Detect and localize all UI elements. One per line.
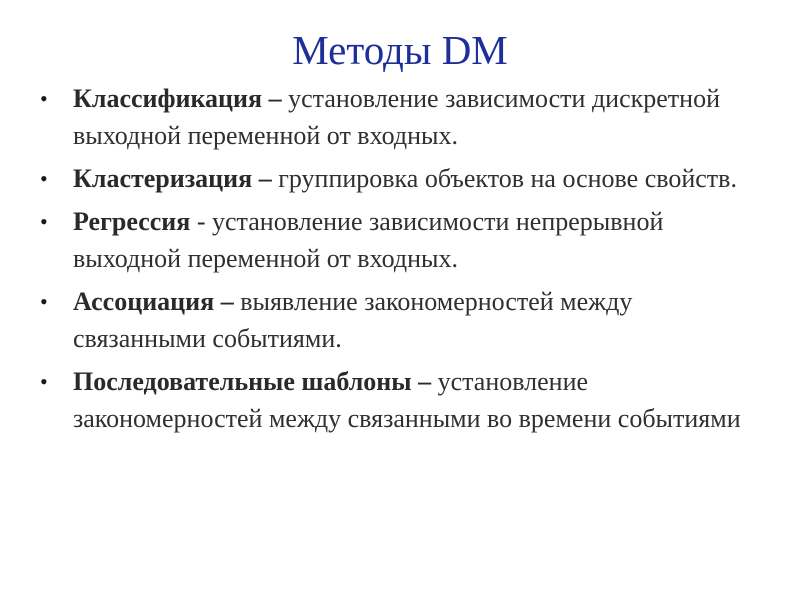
bullet-item-association [40,283,760,357]
bullet-list [40,80,760,443]
bullet-separator: – [252,164,279,193]
bullet-term: Регрессия [73,207,191,236]
bullet-text: установление зависимости непрерывной выходной переменной от входных. [73,207,664,273]
bullet-separator: – [411,367,438,396]
bullet-item-classification [40,80,760,154]
bullet-text: установление закономерностей между связанными во времени событиями [73,367,741,433]
bullet-icon: • [40,86,48,111]
bullet-separator: – [214,287,241,316]
bullet-separator: – [262,84,289,113]
bullet-icon: • [40,289,48,314]
bullet-item-sequential-patterns [40,363,760,437]
slide-title: Методы DM [292,27,508,73]
bullet-icon: • [40,369,48,394]
bullet-item-regression [40,203,760,277]
bullet-separator: - [190,207,213,236]
bullet-term: Классификация [73,84,263,113]
bullet-term: Ассоциация [73,287,215,316]
bullet-text: выявление закономерностей между связанными событиями. [73,287,633,353]
bullet-icon: • [40,166,48,191]
bullet-icon: • [40,209,48,234]
bullet-text: установление зависимости дискретной выходной переменной от входных. [73,84,721,150]
bullet-item-clustering [40,160,760,197]
bullet-term: Кластеризация [73,164,253,193]
bullet-text: группировка объектов на основе свойств. [278,164,737,193]
bullet-term: Последовательные шаблоны [73,367,412,396]
